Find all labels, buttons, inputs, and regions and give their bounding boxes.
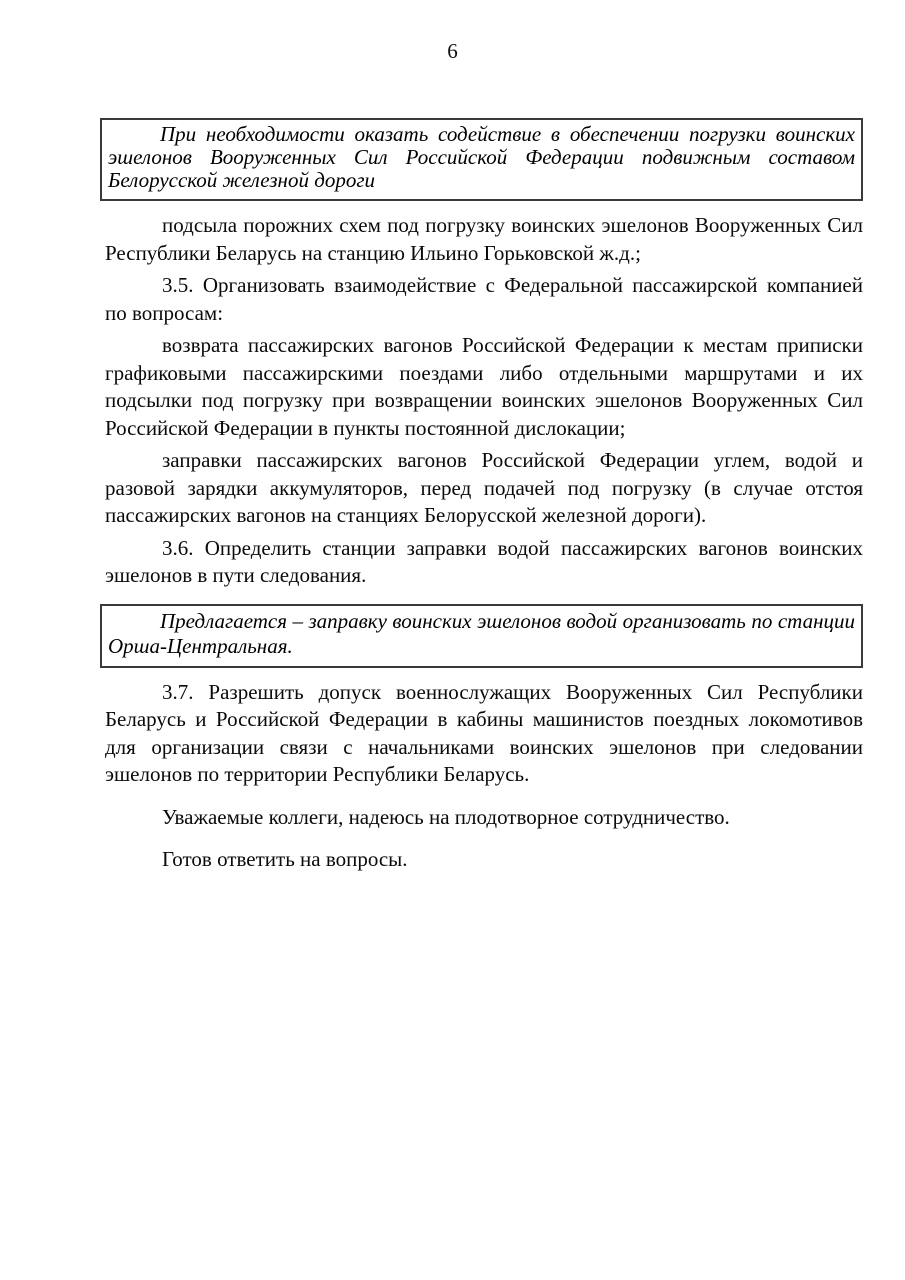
paragraph: возврата пассажирских вагонов Российской Федерации к местам приписки графиковыми пассажирскими поездами либо отдельными маршрутами и их подсылки под погрузку при возвращении воинских эшелонов Вооруженных Сил Российской Федерации в пункты постоянной дислокации; (105, 333, 863, 440)
paragraph: Готов ответить на вопросы. (162, 847, 408, 871)
paragraph: Уважаемые коллеги, надеюсь на плодотворное сотрудничество. (162, 804, 730, 829)
boxed-note-middle: Предлагается – заправку воинских эшелонов водой организовать по станции Орша-Центральная. (100, 604, 863, 668)
document-body (100, 110, 863, 874)
paragraph: 3.5. Организовать взаимодействие с Федеральной пассажирской компанией по вопросам: (105, 273, 863, 325)
paragraph: подсыла порожних схем под погрузку воинских эшелонов Вооруженных Сил Республики Беларусь на станцию Ильино Горьковской ж.д.; (105, 213, 863, 265)
boxed-note-top: При необходимости оказать содействие в обеспечении погрузки воинских эшелонов Вооруженных Сил Российской Федерации подвижным составом Белорусской железной дороги (100, 118, 863, 201)
page-number: 6 (447, 39, 458, 63)
paragraph: 3.7. Разрешить допуск военнослужащих Вооруженных Сил Республики Беларусь и Российской Федерации в кабины машинистов поездных локомотивов для организации связи с начальниками воинских эшелонов при следовании эшелонов по территории Республики Беларусь. (105, 679, 863, 786)
paragraph: 3.6. Определить станции заправки водой пассажирских вагонов воинских эшелонов в пути следования. (105, 535, 863, 587)
paragraph: заправки пассажирских вагонов Российской Федерации углем, водой и разовой зарядки аккумуляторов, перед подачей под погрузку (в случае отстоя пассажирских вагонов на станциях Белорусской железной дороги). (105, 448, 863, 527)
